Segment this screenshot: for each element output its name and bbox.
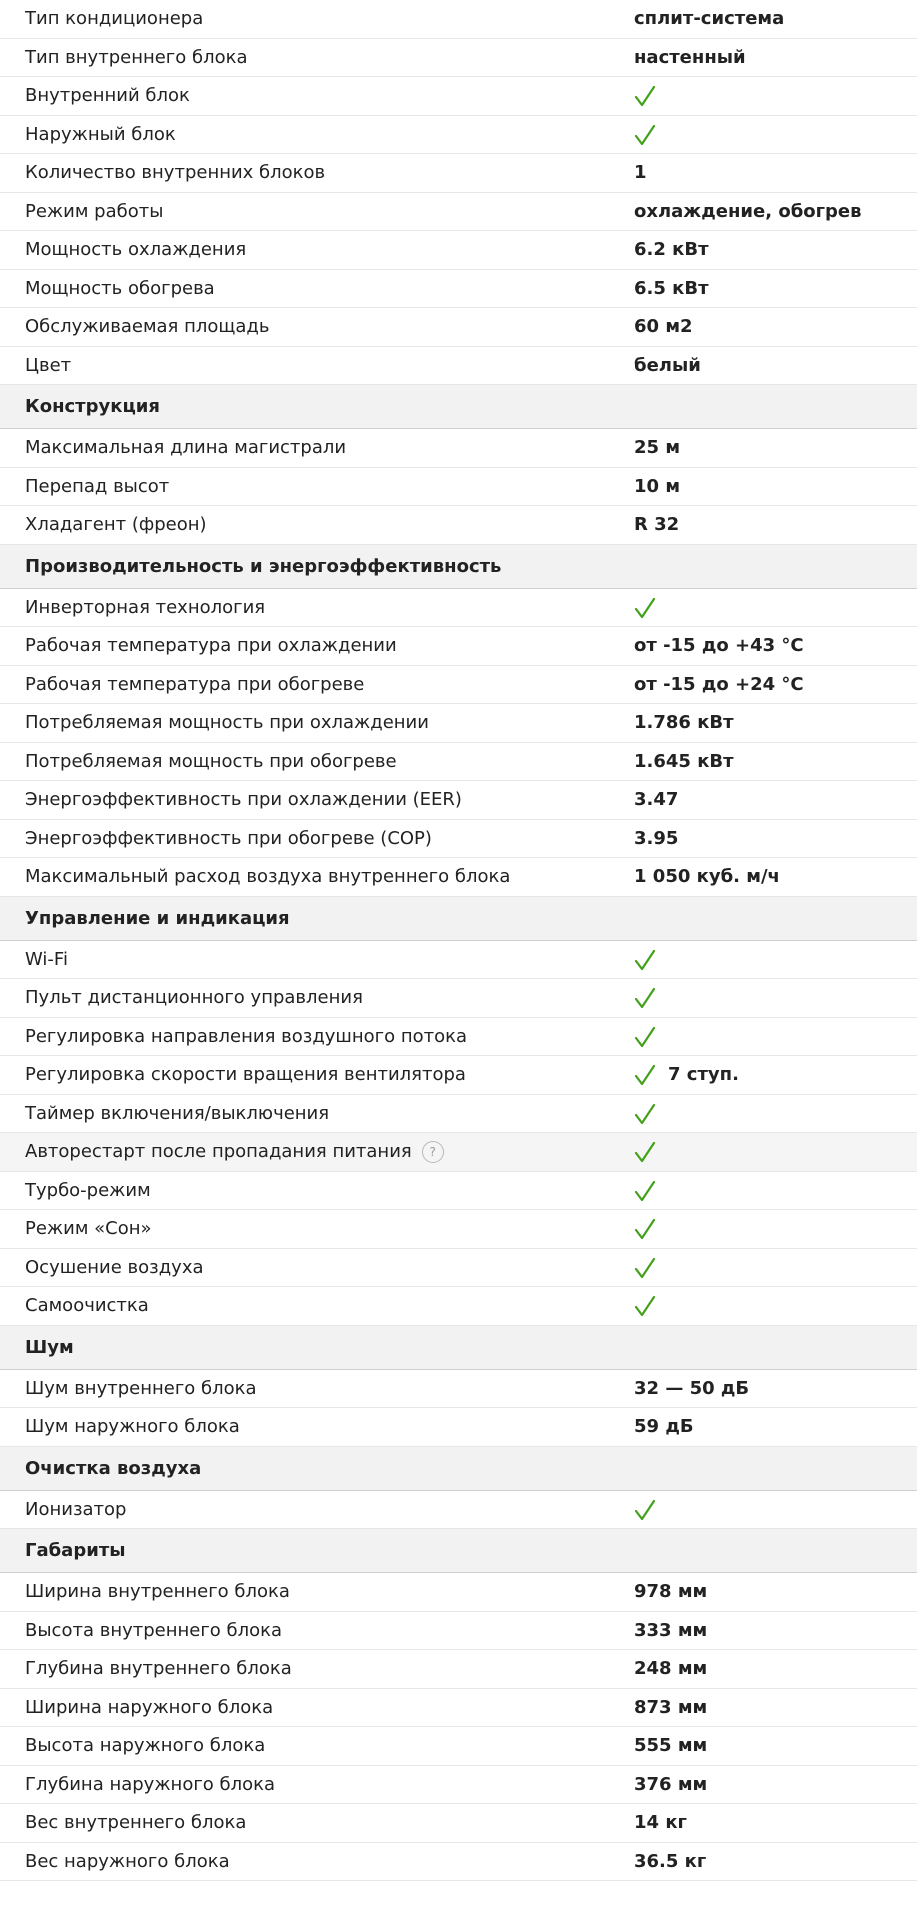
spec-name: Максимальная длина магистрали [25,437,347,458]
spec-name: Количество внутренних блоков [25,162,326,183]
spec-row [0,1689,917,1728]
spec-value: от -15 до +43 °C [634,635,804,656]
spec-name: Ионизатор [25,1498,127,1520]
spec-name: Тип кондиционера [25,8,204,29]
checkmark-icon [634,1140,656,1164]
spec-value: 10 м [634,475,681,497]
spec-name: Ширина наружного блока [25,1696,274,1718]
spec-row [0,1727,917,1766]
spec-name: Хладагент (фреон) [25,514,207,535]
spec-row [0,820,917,859]
spec-value: от -15 до +24 °C [634,673,804,695]
spec-value [634,1491,656,1529]
spec-name: Осушение воздуха [25,1256,204,1278]
spec-name: Шум наружного блока [25,1416,240,1437]
spec-row [0,308,917,347]
spec-name: Шум внутреннего блока [25,1377,257,1399]
spec-value: 36.5 кг [634,1850,707,1872]
spec-name: Рабочая температура при обогреве [25,673,365,695]
spec-name: Самоочистка [25,1295,149,1316]
spec-name: Wi-Fi [25,948,68,970]
spec-row [0,1172,917,1211]
help-icon[interactable]: ? [422,1141,444,1163]
spec-value: 6.2 кВт [634,239,709,260]
spec-row [0,77,917,116]
spec-value: 1 050 куб. м/ч [634,866,780,887]
spec-name: Высота внутреннего блока [25,1619,283,1641]
spec-row [0,1650,917,1689]
spec-value: 1.786 кВт [634,712,734,733]
spec-value: охлаждение, обогрев [634,200,862,222]
checkmark-icon [634,1025,656,1049]
spec-value: сплит-система [634,8,785,29]
spec-name: Тип внутреннего блока [25,46,248,68]
spec-row [0,781,917,820]
spec-name: Мощность обогрева [25,277,215,299]
section-header: Очистка воздуха [0,1447,917,1491]
spec-name: Глубина наружного блока [25,1773,276,1795]
section-header: Управление и индикация [0,897,917,941]
spec-row [0,429,917,468]
spec-row [0,979,917,1018]
spec-row [0,1804,917,1843]
spec-name: Глубина внутреннего блока [25,1658,292,1679]
spec-row [0,270,917,309]
spec-name: Наружный блок [25,123,176,145]
checkmark-icon [634,596,656,620]
spec-value: 25 м [634,437,681,458]
spec-row [0,941,917,980]
spec-row [0,154,917,193]
spec-row [0,666,917,705]
spec-row [0,1766,917,1805]
spec-name: Потребляемая мощность при охлаждении [25,712,429,733]
spec-value [634,1249,656,1287]
section-header: Конструкция [0,385,917,429]
section-header: Шум [0,1326,917,1370]
spec-row [0,468,917,507]
spec-row [0,1133,917,1172]
spec-value: 6.5 кВт [634,277,709,299]
checkmark-icon [634,1294,656,1318]
spec-row [0,1612,917,1651]
spec-value: 32 — 50 дБ [634,1377,750,1399]
spec-row [0,589,917,628]
spec-row [0,347,917,386]
spec-row [0,231,917,270]
spec-value: 59 дБ [634,1416,694,1437]
spec-value [634,589,656,627]
spec-name: Внутренний блок [25,85,190,106]
spec-value-extra: 7 ступ. [668,1064,739,1085]
spec-name: Потребляемая мощность при обогреве [25,750,397,772]
spec-name: Режим «Сон» [25,1218,152,1239]
spec-value [634,1133,656,1171]
spec-value [634,979,656,1017]
checkmark-icon [634,1217,656,1241]
spec-value: 60 м2 [634,316,693,337]
spec-row [0,858,917,897]
spec-row [0,1287,917,1326]
spec-value: 376 мм [634,1773,708,1795]
spec-name: Режим работы [25,200,164,222]
checkmark-icon [634,1102,656,1126]
spec-value [634,941,656,979]
spec-row [0,39,917,78]
spec-row [0,1249,917,1288]
spec-value: 1.645 кВт [634,750,734,772]
spec-value [634,1056,739,1094]
section-header: Производительность и энергоэффективность [0,545,917,589]
spec-name: Ширина внутреннего блока [25,1581,290,1602]
spec-value: R 32 [634,514,680,535]
spec-value [634,1210,656,1248]
spec-row [0,116,917,155]
spec-value: 14 кг [634,1812,687,1833]
checkmark-icon [634,948,656,972]
spec-name: Турбо-режим [25,1179,151,1201]
spec-name: Рабочая температура при охлаждении [25,635,397,656]
spec-value [634,1172,656,1210]
spec-row [0,1056,917,1095]
spec-value: 333 мм [634,1619,708,1641]
spec-value [634,1018,656,1056]
spec-value: 248 мм [634,1658,708,1679]
spec-name: Перепад высот [25,475,170,497]
spec-name: Инверторная технология [25,596,266,618]
spec-row [0,0,917,39]
spec-name: Высота наружного блока [25,1735,266,1756]
spec-row [0,1210,917,1249]
spec-name: Вес наружного блока [25,1850,230,1872]
spec-row [0,1018,917,1057]
spec-row [0,1408,917,1447]
checkmark-icon [634,123,656,147]
spec-name: Таймер включения/выключения [25,1102,330,1124]
spec-row [0,1095,917,1134]
spec-row [0,506,917,545]
spec-value: 3.95 [634,827,679,849]
checkmark-icon [634,1256,656,1280]
spec-name: Энергоэффективность при охлаждении (EER) [25,789,462,810]
spec-row [0,193,917,232]
checkmark-icon [634,1498,656,1522]
spec-value [634,77,656,115]
spec-value: белый [634,354,701,376]
spec-value: 1 [634,162,647,183]
spec-value [634,1287,656,1325]
spec-row [0,704,917,743]
spec-value: 3.47 [634,789,679,810]
spec-name: Обслуживаемая площадь [25,316,270,337]
spec-row [0,1573,917,1612]
checkmark-icon [634,1063,656,1087]
checkmark-icon [634,986,656,1010]
spec-name: Вес внутреннего блока [25,1812,247,1833]
checkmark-icon [634,1179,656,1203]
checkmark-icon [634,84,656,108]
spec-row [0,1491,917,1530]
spec-value: настенный [634,46,746,68]
spec-name: Максимальный расход воздуха внутреннего блока [25,866,511,887]
spec-value: 873 мм [634,1696,708,1718]
spec-row [0,627,917,666]
spec-value: 555 мм [634,1735,708,1756]
spec-name: Энергоэффективность при обогреве (COP) [25,827,432,849]
spec-value [634,1095,656,1133]
spec-row [0,743,917,782]
spec-row [0,1370,917,1409]
spec-value: 978 мм [634,1581,708,1602]
section-header: Габариты [0,1529,917,1573]
spec-name: Пульт дистанционного управления [25,987,363,1008]
spec-name: Цвет [25,354,72,376]
spec-name: Регулировка скорости вращения вентилятора [25,1064,466,1085]
spec-value [634,116,656,154]
spec-name: Мощность охлаждения [25,239,247,260]
spec-name: Регулировка направления воздушного потока [25,1025,468,1047]
spec-name: Авторестарт после пропадания питания ? [25,1133,444,1171]
spec-row [0,1843,917,1882]
